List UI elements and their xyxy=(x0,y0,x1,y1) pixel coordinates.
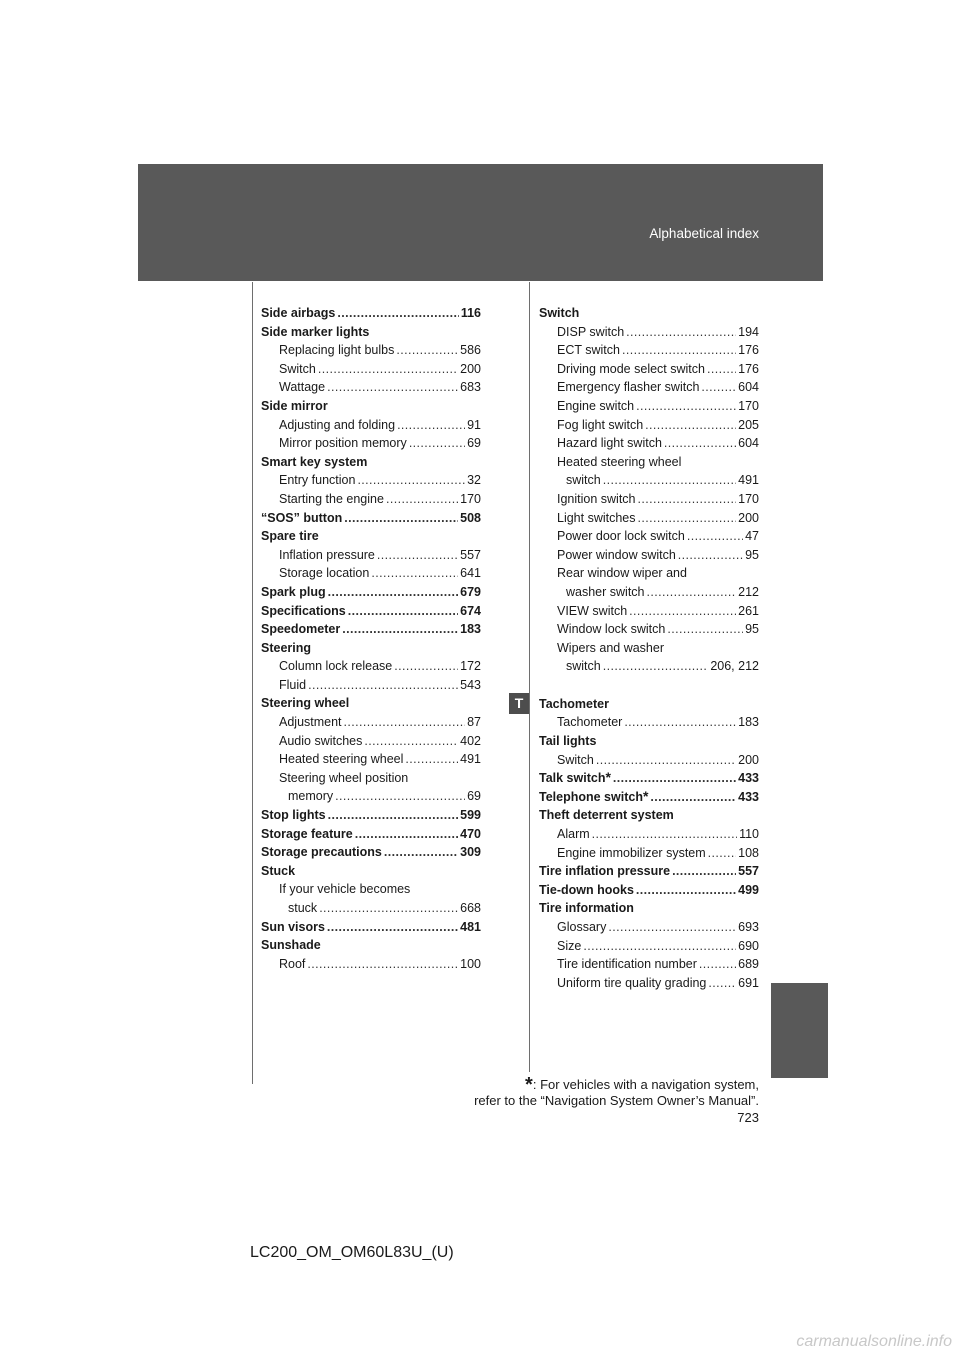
index-subentry xyxy=(539,955,759,974)
dot-leader xyxy=(335,787,465,806)
section-gap xyxy=(539,676,759,695)
dot-leader xyxy=(636,397,736,416)
entry-label: Spare tire xyxy=(261,529,319,544)
dot-leader xyxy=(592,825,737,844)
entry-label: Speedometer xyxy=(261,622,341,637)
section-title: Alphabetical index xyxy=(649,226,759,241)
index-subentry xyxy=(539,918,759,937)
entry-label: Side mirror xyxy=(261,398,328,413)
entry-label: switch xyxy=(566,659,601,674)
entry-label: Talk switch xyxy=(539,771,606,786)
index-subentry xyxy=(539,471,759,490)
entry-label: Column lock release xyxy=(279,659,393,674)
index-subentry xyxy=(261,899,481,918)
page-reference: 508 xyxy=(460,510,481,525)
index-heading: Telephone switch * ..... 433 xyxy=(539,788,759,807)
dot-leader xyxy=(638,490,737,509)
entry-label: Sunshade xyxy=(261,938,321,953)
entry-label: Switch xyxy=(557,752,594,767)
index-subentry xyxy=(539,583,759,602)
dot-leader xyxy=(384,843,458,862)
dot-leader xyxy=(357,471,465,490)
index-heading xyxy=(261,453,481,472)
footnote-line-1: : For vehicles with a navigation system, xyxy=(532,1077,759,1092)
dot-leader xyxy=(328,583,459,602)
index-subentry xyxy=(539,564,759,583)
index-subentry xyxy=(539,639,759,658)
page-reference: 668 xyxy=(460,901,481,915)
entry-label: Engine switch xyxy=(557,398,635,413)
entry-label: Power window switch xyxy=(557,547,676,562)
entry-label: Audio switches xyxy=(279,733,363,748)
dot-leader xyxy=(636,881,736,900)
entry-label: Theft deterrent system xyxy=(539,808,674,823)
page-reference: 691 xyxy=(738,975,759,990)
entry-label: Entry function xyxy=(279,473,356,488)
index-subentry xyxy=(539,937,759,956)
dot-leader xyxy=(613,769,736,788)
dot-leader xyxy=(626,323,736,342)
entry-label: VIEW switch xyxy=(557,603,628,618)
index-heading xyxy=(539,304,759,323)
entry-label: Mirror position memory xyxy=(279,436,407,451)
entry-label: Ignition switch xyxy=(557,491,636,506)
page-reference: 433 xyxy=(738,789,759,804)
index-subentry xyxy=(261,564,481,583)
page-reference: 604 xyxy=(738,380,759,395)
entry-label: Heated steering wheel xyxy=(279,752,404,767)
page-reference: 170 xyxy=(460,491,481,506)
entry-label: Tachometer xyxy=(557,715,623,730)
index-subentry xyxy=(539,323,759,342)
index-subentry xyxy=(261,360,481,379)
index-subentry xyxy=(539,751,759,770)
dot-leader xyxy=(327,378,458,397)
column-divider-middle xyxy=(529,282,530,1072)
entry-label: Fog light switch xyxy=(557,417,644,432)
entry-label: Uniform tire quality grading xyxy=(557,975,707,990)
dot-leader xyxy=(355,825,458,844)
section-letter-badge: T xyxy=(509,693,529,714)
footnote-star: * xyxy=(525,1074,533,1096)
index-subentry xyxy=(539,490,759,509)
index-subentry xyxy=(539,602,759,621)
entry-label: Heated steering wheel xyxy=(557,454,682,469)
entry-label: Replacing light bulbs xyxy=(279,343,395,358)
page-reference: 309 xyxy=(460,845,481,860)
entry-label: washer switch xyxy=(566,584,645,599)
index-heading xyxy=(261,304,481,323)
entry-label: If your vehicle becomes xyxy=(279,882,411,897)
page-reference: 87 xyxy=(467,715,481,730)
dot-leader xyxy=(701,378,736,397)
page-reference: 557 xyxy=(460,547,481,562)
index-heading xyxy=(539,881,759,900)
page-reference: 679 xyxy=(460,584,481,599)
index-subentry xyxy=(261,341,481,360)
dot-leader xyxy=(396,341,458,360)
page-reference: 91 xyxy=(467,417,481,432)
page-reference: 116 xyxy=(460,306,481,320)
index-subentry xyxy=(539,657,759,676)
index-heading xyxy=(261,825,481,844)
dot-leader xyxy=(622,341,736,360)
dot-leader xyxy=(364,732,458,751)
index-subentry xyxy=(539,453,759,472)
entry-label: Driving mode select switch xyxy=(557,361,705,376)
index-column-right xyxy=(539,304,759,992)
entry-label: Glossary xyxy=(557,920,607,934)
entry-label: Engine immobilizer system xyxy=(557,845,706,860)
index-heading xyxy=(261,806,481,825)
page-reference: 261 xyxy=(738,603,759,618)
page-reference: 200 xyxy=(738,752,759,767)
dot-leader xyxy=(583,937,736,956)
page-reference: 176 xyxy=(738,361,759,376)
index-subentry xyxy=(539,397,759,416)
page-reference: 183 xyxy=(460,622,481,637)
dot-leader xyxy=(629,602,736,621)
entry-label: Side marker lights xyxy=(261,324,370,339)
dot-leader xyxy=(708,974,736,993)
entry-label: Wipers and washer xyxy=(557,640,664,655)
index-subentry xyxy=(539,527,759,546)
index-subentry xyxy=(261,880,481,899)
index-subentry xyxy=(261,787,481,806)
entry-label: Light switches xyxy=(557,510,636,525)
index-heading xyxy=(261,862,481,881)
entry-label: Specifications xyxy=(261,603,346,618)
index-heading xyxy=(539,806,759,825)
document-code: LC200_OM_OM60L83U_(U) xyxy=(250,1244,454,1261)
entry-label: stuck xyxy=(288,901,318,915)
entry-label: Stuck xyxy=(261,863,296,878)
index-column-left xyxy=(261,304,481,973)
entry-label: Tire identification number xyxy=(557,957,697,972)
dot-leader xyxy=(603,471,736,490)
dot-leader xyxy=(328,806,459,825)
index-subentry xyxy=(261,657,481,676)
page-reference: 69 xyxy=(467,789,481,804)
dot-leader xyxy=(342,620,458,639)
chapter-thumb-tab xyxy=(771,983,828,1078)
dot-leader xyxy=(318,360,458,379)
page-reference: 206, 212 xyxy=(710,659,759,674)
page-reference: 170 xyxy=(738,491,759,506)
index-subentry xyxy=(261,676,481,695)
entry-label: Steering wheel xyxy=(261,696,350,711)
page-reference: 205 xyxy=(738,417,759,432)
entry-label: Steering wheel position xyxy=(279,770,409,785)
page-reference: 32 xyxy=(467,473,481,488)
page-reference: 212 xyxy=(738,584,759,599)
index-subentry xyxy=(539,416,759,435)
index-subentry xyxy=(539,844,759,863)
page-reference: 491 xyxy=(460,752,481,767)
entry-label: Switch xyxy=(539,306,580,320)
entry-label: Storage precautions xyxy=(261,845,382,860)
entry-label: Adjusting and folding xyxy=(279,417,396,432)
index-subentry xyxy=(539,378,759,397)
page-reference: 491 xyxy=(738,473,759,488)
entry-label: memory xyxy=(288,789,334,804)
entry-label: Power door lock switch xyxy=(557,529,685,544)
index-subentry xyxy=(539,360,759,379)
dot-leader xyxy=(409,434,465,453)
index-subentry xyxy=(261,546,481,565)
entry-label: Tail lights xyxy=(539,734,597,749)
entry-label: Telephone switch xyxy=(539,789,643,804)
dot-leader xyxy=(319,899,458,918)
entry-label: Size xyxy=(557,938,582,953)
page-reference: 599 xyxy=(460,808,481,823)
page-reference: 183 xyxy=(738,715,759,730)
index-subentry xyxy=(261,471,481,490)
entry-label: Tire information xyxy=(539,901,634,916)
index-heading xyxy=(261,620,481,639)
entry-label: Alarm xyxy=(557,827,590,842)
page-reference: 69 xyxy=(467,436,481,451)
index-heading xyxy=(261,639,481,658)
page-header-bar xyxy=(138,164,823,281)
index-subentry xyxy=(539,434,759,453)
entry-label: Tie-down hooks xyxy=(539,882,634,897)
index-subentry xyxy=(261,955,481,974)
index-heading xyxy=(539,862,759,881)
index-heading xyxy=(261,843,481,862)
dot-leader xyxy=(603,657,709,676)
entry-label: Storage location xyxy=(279,566,370,581)
dot-leader xyxy=(608,918,736,937)
dot-leader xyxy=(624,713,736,732)
entry-label: DISP switch xyxy=(557,324,625,339)
page-reference: 110 xyxy=(739,827,759,842)
entry-label: Window lock switch xyxy=(557,622,666,637)
entry-label: Steering xyxy=(261,640,312,655)
entry-label: Switch xyxy=(279,361,316,376)
dot-leader xyxy=(386,490,458,509)
dot-leader xyxy=(667,620,743,639)
index-subentry xyxy=(261,713,481,732)
entry-label: Fluid xyxy=(279,677,307,692)
dot-leader xyxy=(348,602,458,621)
dot-leader xyxy=(645,416,736,435)
page-reference: 402 xyxy=(460,733,481,748)
column-divider-left xyxy=(252,282,253,1084)
dot-leader xyxy=(647,583,737,602)
index-subentry xyxy=(261,378,481,397)
entry-label: Starting the engine xyxy=(279,491,384,506)
dot-leader xyxy=(394,657,458,676)
index-subentry xyxy=(539,509,759,528)
dot-leader xyxy=(371,564,458,583)
index-heading xyxy=(539,899,759,918)
page-reference: 95 xyxy=(745,547,759,562)
entry-label: Tachometer xyxy=(539,696,609,711)
entry-label: Adjustment xyxy=(279,715,342,730)
entry-label: Side airbags xyxy=(261,306,336,320)
dot-leader xyxy=(397,416,465,435)
page-reference: 200 xyxy=(738,510,759,525)
index-heading xyxy=(261,936,481,955)
entry-label: Emergency flasher switch xyxy=(557,380,700,395)
entry-label: switch xyxy=(566,473,601,488)
index-heading xyxy=(261,397,481,416)
index-heading xyxy=(261,323,481,342)
page-reference: 499 xyxy=(738,882,759,897)
index-heading xyxy=(261,509,481,528)
dot-leader xyxy=(327,918,458,937)
entry-label: “SOS” button xyxy=(261,510,343,525)
dot-leader xyxy=(638,509,737,528)
footnote-line-2: refer to the “Navigation System Owner’s Manual”. xyxy=(474,1093,759,1108)
index-subentry xyxy=(261,416,481,435)
page-reference: 693 xyxy=(738,920,759,934)
index-heading xyxy=(261,527,481,546)
dot-leader xyxy=(687,527,743,546)
entry-label: Rear window wiper and xyxy=(557,566,687,581)
dot-leader xyxy=(699,955,736,974)
entry-label: Inflation pressure xyxy=(279,547,375,562)
page-reference: 481 xyxy=(460,919,481,934)
index-subentry xyxy=(261,750,481,769)
entry-label: Stop lights xyxy=(261,808,326,823)
dot-leader xyxy=(664,434,736,453)
index-subentry xyxy=(539,546,759,565)
page-reference: 543 xyxy=(460,677,481,692)
footnote xyxy=(474,1074,759,1109)
index-subentry xyxy=(539,620,759,639)
page-reference: 689 xyxy=(738,957,759,972)
entry-label: ECT switch xyxy=(557,343,620,358)
dot-leader xyxy=(344,713,466,732)
dot-leader xyxy=(344,509,458,528)
dot-leader xyxy=(650,788,736,807)
page-reference: 95 xyxy=(745,622,759,637)
dot-leader xyxy=(707,360,736,379)
index-heading xyxy=(261,918,481,937)
page-reference: 172 xyxy=(460,659,481,674)
index-subentry xyxy=(539,713,759,732)
index-heading xyxy=(261,602,481,621)
dot-leader xyxy=(308,676,458,695)
entry-label: Roof xyxy=(279,956,306,971)
index-subentry xyxy=(261,732,481,751)
page-reference: 690 xyxy=(738,938,759,953)
page-reference: 433 xyxy=(738,771,759,786)
dot-leader xyxy=(708,844,736,863)
page-reference: 641 xyxy=(460,566,481,581)
dot-leader xyxy=(678,546,743,565)
entry-label: Hazard light switch xyxy=(557,436,662,451)
index-subentry xyxy=(261,434,481,453)
dot-leader xyxy=(405,750,458,769)
page-reference: 683 xyxy=(460,380,481,395)
index-subentry xyxy=(539,974,759,993)
dot-leader xyxy=(307,955,458,974)
index-subentry xyxy=(539,341,759,360)
entry-label: Spark plug xyxy=(261,584,326,599)
page-reference: 586 xyxy=(460,343,481,358)
page-reference: 108 xyxy=(738,845,759,860)
index-heading xyxy=(539,732,759,751)
page-reference: 674 xyxy=(460,603,481,618)
index-heading xyxy=(539,695,759,714)
index-heading: Talk switch * ..... 433 xyxy=(539,769,759,788)
index-heading xyxy=(261,694,481,713)
watermark: carmanualsonline.info xyxy=(796,1333,952,1350)
page-reference: 200 xyxy=(460,361,481,376)
page-reference: 100 xyxy=(460,956,481,971)
entry-label: Sun visors xyxy=(261,919,325,934)
dot-leader xyxy=(596,751,736,770)
page-reference: 557 xyxy=(738,864,759,879)
dot-leader xyxy=(337,304,458,323)
index-subentry xyxy=(261,490,481,509)
page-reference: 170 xyxy=(738,398,759,413)
entry-label: Tire inflation pressure xyxy=(539,864,671,879)
index-subentry xyxy=(261,769,481,788)
page-reference: 47 xyxy=(745,529,759,544)
entry-label: Storage feature xyxy=(261,826,353,841)
dot-leader xyxy=(672,862,736,881)
page-reference: 176 xyxy=(738,343,759,358)
dot-leader xyxy=(377,546,458,565)
page-reference: 604 xyxy=(738,436,759,451)
page-reference: 470 xyxy=(460,826,481,841)
entry-label: Wattage xyxy=(279,380,326,395)
page-number: 723 xyxy=(737,1110,759,1125)
page-reference: 194 xyxy=(738,324,759,339)
entry-label: Smart key system xyxy=(261,454,368,469)
index-heading xyxy=(261,583,481,602)
index-subentry xyxy=(539,825,759,844)
